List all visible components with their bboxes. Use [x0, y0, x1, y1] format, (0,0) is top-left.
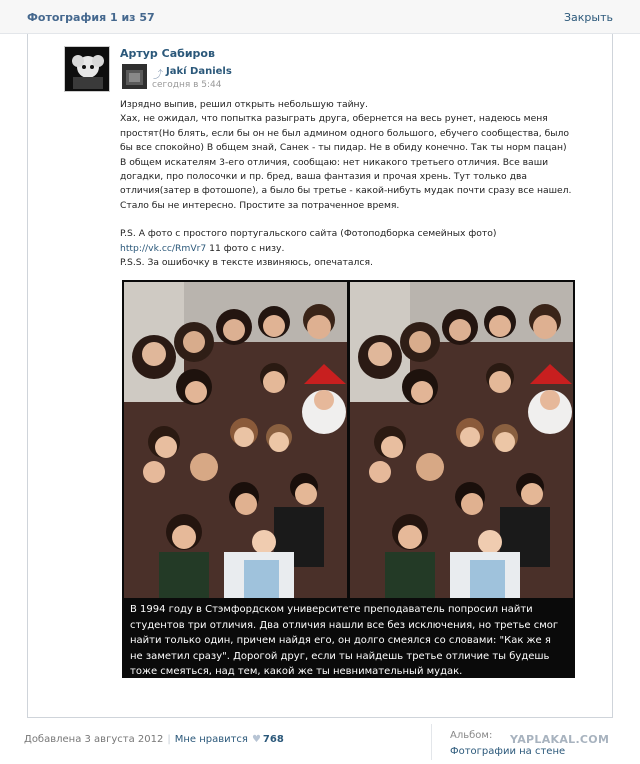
caption-line: не заметил сразу". Дорогой друг, если ты найдешь третье отличие ты будешь — [130, 650, 550, 662]
repost-source-name[interactable]: Jakí Daniels — [166, 66, 232, 77]
caption-line: В 1994 году в Стэмфордском университете преподаватель попросил найти — [130, 604, 533, 615]
album-link[interactable]: Фотографии на стене — [450, 746, 566, 757]
post-line: отличия(затер в фотошопе), а было бы третье - какой-нибуть мудак почти сразу все нашел. — [120, 185, 572, 197]
heart-icon[interactable]: ♥ — [251, 734, 261, 745]
post-pss: P.S.S. За ошибочку в тексте извиняюсь, опечатался. — [120, 257, 373, 269]
post-text — [120, 98, 590, 270]
source-link[interactable]: http://vk.cc/RmVr7 — [120, 242, 207, 254]
post-timestamp[interactable]: сегодня в 5:44 — [152, 80, 222, 90]
footer-divider — [431, 724, 432, 760]
post-author[interactable]: Артур Сабиров — [120, 47, 215, 60]
photo-counter: Фотография 1 из 57 — [27, 11, 155, 24]
repost-source-avatar[interactable] — [122, 64, 147, 89]
close-button[interactable]: Закрыть — [564, 11, 613, 24]
album-label: Альбом: — [450, 730, 493, 741]
post-line: бы все спокойно) В общем знай, Санек - ты пидар. Не в обиду конечно. Так ты норм пацан) — [120, 142, 567, 154]
post-link-line — [120, 242, 590, 256]
post-line: Стало бы не интересно. Простите за потраченное время. — [120, 199, 400, 211]
post-line: Хах, не ожидал, что попытка разыграть друга, обернется на весь рунет, надеюсь меня — [120, 113, 548, 125]
author-avatar[interactable] — [64, 46, 110, 92]
repost-arrow-icon: ⤴ — [153, 70, 163, 81]
caption-line: студентов три отличия. Два отличия нашли все без исключения, но третье смог — [130, 619, 559, 631]
viewer-header — [0, 0, 640, 34]
post-line: Изрядно выпив, решил открыть небольшую тайну. — [120, 99, 368, 110]
like-count[interactable]: 768 — [262, 734, 284, 745]
post-line: простят(Но блять, если бы он не был админом одного большого, ебучего сообщества, было — [120, 127, 569, 139]
post-ps: P.S. А фото с простого португальского сайта (Фотоподборка семейных фото) — [120, 228, 497, 240]
photo-footer — [24, 734, 284, 745]
photo-right-panel — [350, 282, 573, 598]
post-photo[interactable] — [122, 280, 575, 678]
post-line: догадки, про полосочки и пр. бред, ваша фантазия и прочая хрень. Тут только два — [120, 171, 527, 183]
post-link-suffix: 11 фото с низу. — [206, 242, 285, 254]
added-date: Добавлена 3 августа 2012 — [24, 734, 164, 745]
caption-line: найти только один, причем найдя его, он долго смеялся со словами: "Как же я — [130, 635, 551, 646]
post-line: В общем искателям 3-его отличия, сообщаю: нет никакого третьего отличия. Все ваши — [120, 156, 549, 168]
caption-line: тоже смеяться, над тем, какой же ты невнимательный мудак. — [130, 666, 463, 677]
photo-caption — [130, 602, 567, 680]
like-button[interactable]: Мне нравится — [174, 734, 248, 745]
photo-left-panel — [124, 282, 347, 598]
footer-separator: | — [167, 734, 171, 745]
watermark: YAPLAKAL.COM — [510, 733, 610, 746]
